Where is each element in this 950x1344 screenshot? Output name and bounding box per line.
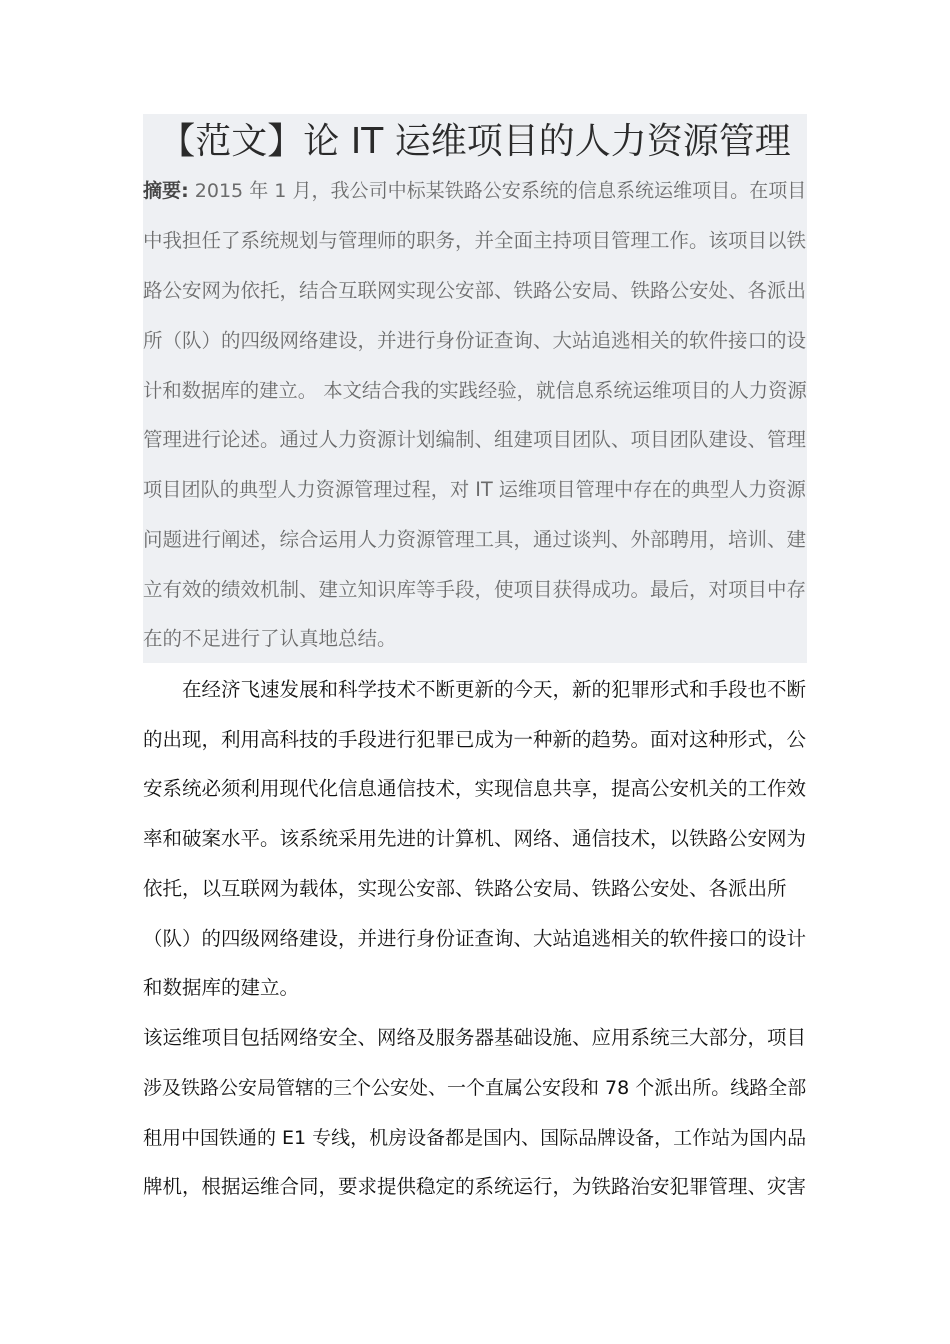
abstract-line-text: 2015 年 1 月，我公司中标某铁路公安系统的信息系统运维项目。在项目 (188, 180, 807, 202)
abstract-label: 摘要: (143, 180, 189, 202)
body-line: 牌机，根据运维合同，要求提供稳定的系统运行，为铁路治安犯罪管理、灾害 (143, 1175, 807, 1198)
abstract-line: 在的不足进行了认真地总结。 (143, 627, 397, 650)
abstract-line: 计和数据库的建立。 本文结合我的实践经验，就信息系统运维项目的人力资源 (143, 379, 807, 402)
body-line: 该运维项目包括网络安全、网络及服务器基础设施、应用系统三大部分，项目 (143, 1026, 807, 1049)
abstract-line: 立有效的绩效机制、建立知识库等手段，使项目获得成功。最后，对项目中存 (143, 578, 807, 601)
body-line: 涉及铁路公安局管辖的三个公安处、一个直属公安段和 78 个派出所。线路全部 (143, 1077, 807, 1099)
body-line: 率和破案水平。该系统采用先进的计算机、网络、通信技术，以铁路公安网为 (143, 827, 807, 850)
body-line: 在经济飞速发展和科学技术不断更新的今天，新的犯罪形式和手段也不断 (143, 678, 807, 701)
abstract-line: 管理进行论述。通过人力资源计划编制、组建项目团队、项目团队建设、管理 (143, 428, 807, 451)
document-title: 【范文】论 IT 运维项目的人力资源管理 (159, 121, 791, 162)
body-line: 依托，以互联网为载体，实现公安部、铁路公安局、铁路公安处、各派出所 (143, 877, 787, 900)
body-line: 和数据库的建立。 (143, 976, 300, 999)
title-highlight (143, 114, 807, 168)
abstract-line: 项目团队的典型人力资源管理过程，对 IT 运维项目管理中存在的典型人力资源 (143, 478, 806, 501)
abstract-line: 所（队）的四级网络建设，并进行身份证查询、大站追逃相关的软件接口的设 (143, 329, 807, 352)
abstract-line: 问题进行阐述，综合运用人力资源管理工具，通过谈判、外部聘用，培训、建 (143, 528, 807, 551)
body-line: 的出现，利用高科技的手段进行犯罪已成为一种新的趋势。面对这种形式，公 (143, 728, 807, 751)
abstract-line (143, 178, 806, 204)
body-line: （队）的四级网络建设，并进行身份证查询、大站追逃相关的软件接口的设计 (143, 927, 807, 950)
abstract-line: 中我担任了系统规划与管理师的职务，并全面主持项目管理工作。该项目以铁 (143, 229, 807, 252)
body-line: 租用中国铁通的 E1 专线，机房设备都是国内、国际品牌设备，工作站为国内品 (143, 1127, 807, 1149)
abstract-line: 路公安网为依托，结合互联网实现公安部、铁路公安局、铁路公安处、各派出 (143, 279, 807, 302)
body-line: 安系统必须利用现代化信息通信技术，实现信息共享，提高公安机关的工作效 (143, 777, 807, 800)
